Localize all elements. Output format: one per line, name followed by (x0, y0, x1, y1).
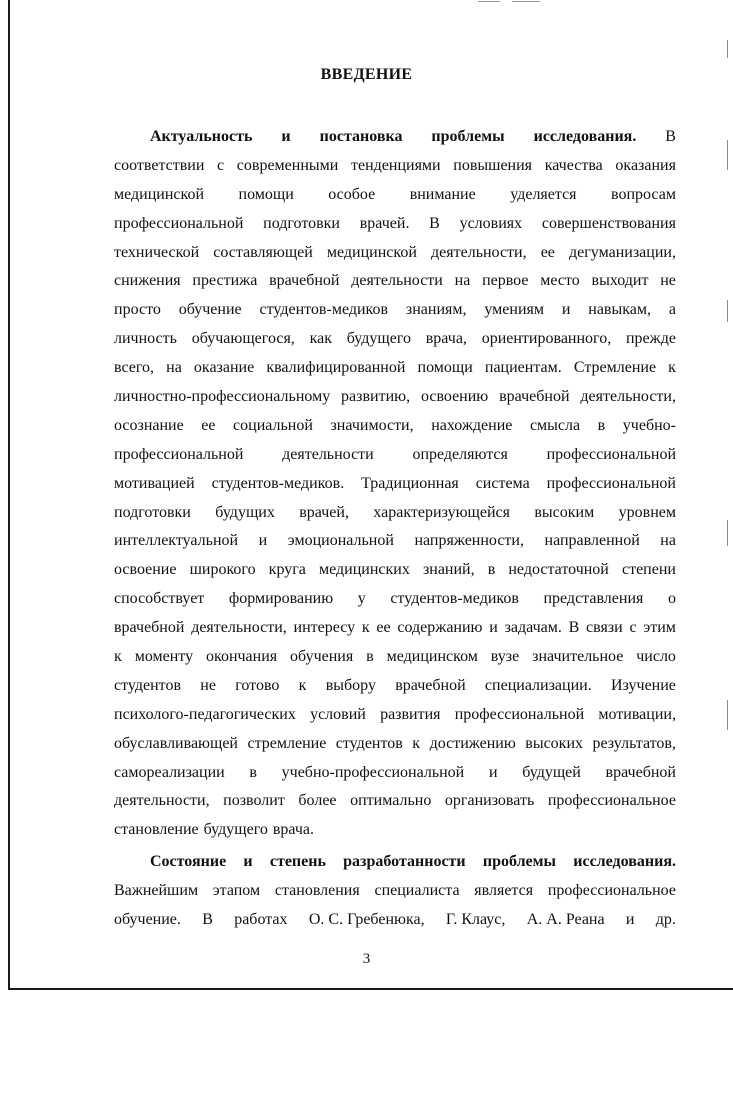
text-line (114, 383, 676, 412)
word: вопросам (611, 185, 676, 203)
word: всего, (114, 359, 155, 377)
word: с (629, 619, 637, 637)
word: современными (236, 156, 339, 174)
scan-artifact (478, 1, 500, 2)
word: врача. (272, 821, 315, 839)
word: соответствии (114, 156, 205, 174)
word: медицинской (326, 243, 417, 261)
word: деятельности (282, 445, 374, 463)
word: уделяется (510, 185, 577, 203)
word: помощи (238, 185, 294, 203)
word: число (636, 648, 676, 666)
word: стремление (247, 734, 327, 752)
word: круга (268, 561, 306, 579)
text-line (114, 759, 676, 788)
word: совершенствования (541, 214, 676, 232)
word: знаниям, (405, 301, 467, 319)
word: исследования. (573, 853, 676, 870)
word: напряженности, (414, 532, 524, 550)
word: достижению (429, 734, 516, 752)
word: врача, (425, 330, 467, 348)
word: исследования. (533, 128, 637, 145)
word: студентов-медиков (390, 590, 519, 608)
word: интересу (293, 619, 356, 637)
word: высоких (525, 734, 584, 752)
word: с (217, 156, 225, 174)
text-line (114, 412, 676, 441)
word: выходит (591, 272, 649, 290)
word: и (258, 532, 268, 550)
word: содержанию (397, 619, 483, 637)
word: деятельности, (114, 792, 210, 810)
word: уровнем (618, 503, 676, 521)
text-line (114, 643, 676, 672)
word: осознание (114, 416, 184, 434)
word: на (660, 532, 676, 550)
section-heading: ВВЕДЕНИЕ (320, 66, 413, 83)
word: значительное (532, 648, 624, 666)
word: условий (310, 705, 366, 723)
word: условиях (459, 214, 523, 232)
word: профессиональной (114, 445, 244, 463)
word: и (488, 763, 498, 781)
text-line (114, 499, 676, 528)
word: не (660, 272, 676, 290)
scan-artifact (727, 520, 728, 546)
word: престижа (192, 272, 258, 290)
word: профессиональной (546, 474, 676, 492)
word: обуславливающей (114, 734, 238, 752)
word: в (366, 648, 374, 666)
word: В (568, 619, 580, 637)
word: и (625, 910, 635, 928)
text-line (114, 239, 676, 268)
text-line (114, 730, 676, 759)
word: Состояние (150, 853, 227, 870)
word: повышения (453, 156, 533, 174)
word: к (412, 734, 421, 752)
scan-border-bottom (8, 988, 733, 990)
word: система (475, 474, 530, 492)
word: этапом (212, 881, 261, 899)
word: выбору (325, 676, 376, 694)
word: будущего (346, 330, 411, 348)
word: как (309, 330, 332, 348)
word: обучения (290, 648, 354, 666)
scan-border-left (8, 0, 10, 990)
word: недостаточной (508, 561, 609, 579)
word: и (243, 853, 253, 870)
word: внимание (409, 185, 476, 203)
word: деятельности, (191, 619, 287, 637)
word: учебно-профессиональной (281, 763, 465, 781)
word: проблемы (431, 128, 505, 145)
word: не (200, 676, 216, 694)
word: развитию, (341, 388, 411, 406)
word: задачам. (504, 619, 562, 637)
word: к (114, 648, 122, 666)
word: медицинском (386, 648, 478, 666)
scan-artifact (727, 40, 728, 58)
word: ее (201, 416, 216, 434)
word: у (357, 590, 366, 608)
text-line (114, 906, 676, 935)
word: проблемы (482, 853, 557, 870)
word: оказание (193, 359, 255, 377)
word: определяются (412, 445, 508, 463)
word: в (597, 416, 606, 434)
word: Важнейшим (114, 881, 199, 899)
text-line (114, 296, 676, 325)
word: просто (114, 301, 161, 319)
scan-artifact (727, 700, 728, 730)
text-line (114, 877, 676, 906)
word: социальной (233, 416, 313, 434)
word: подготовки (114, 503, 191, 521)
text-line (114, 152, 676, 181)
word: в (487, 561, 496, 579)
word: медицинских (319, 561, 410, 579)
word: студентов (335, 734, 403, 752)
page-number: 3 (362, 951, 371, 967)
word: Традиционная (361, 474, 459, 492)
word: врачей. (359, 214, 410, 232)
word: студентов (114, 676, 182, 694)
text-line (114, 441, 676, 470)
word: будущего (203, 821, 268, 839)
word: профессиональное (547, 792, 676, 810)
word: личность (114, 330, 177, 348)
text-line (114, 614, 676, 643)
word: навыкам, (588, 301, 651, 319)
word: направленной (544, 532, 640, 550)
text-line (114, 701, 676, 730)
word: позволит (223, 792, 285, 810)
word: нахождение (431, 416, 513, 434)
word: обучение (178, 301, 242, 319)
word: результатов, (592, 734, 676, 752)
word: разработанности (343, 853, 466, 870)
text-line (114, 354, 676, 383)
word: врачей, (299, 503, 349, 521)
word: дегуманизации, (569, 243, 676, 261)
paragraph-relevance (114, 123, 676, 845)
word: технической (114, 243, 200, 261)
word: оказания (615, 156, 676, 174)
word: личностно-профессиональному (114, 388, 331, 406)
word: эмоциональной (287, 532, 394, 550)
word: интеллектуальной (114, 532, 239, 550)
word: к (298, 676, 307, 694)
word: мотивации, (598, 705, 676, 723)
word: студентов-медиков (259, 301, 389, 319)
word: организовать (444, 792, 535, 810)
word: ее (376, 619, 391, 637)
text-line (114, 848, 676, 877)
word: ориентированного, (481, 330, 612, 348)
word: является (474, 881, 534, 899)
word: самореализации (114, 763, 225, 781)
word: в (249, 763, 257, 781)
word: смысла (529, 416, 581, 434)
word: особое (328, 185, 376, 203)
word: и (561, 301, 571, 319)
word: профессиональной (114, 214, 244, 232)
word: формированию (228, 590, 334, 608)
word: составляющей (213, 243, 313, 261)
word: вузе (490, 648, 520, 666)
word: освоению (420, 388, 489, 406)
word: деятельности (351, 272, 443, 290)
word: квалифицированной (266, 359, 406, 377)
word: степени (621, 561, 676, 579)
word: Изучение (610, 676, 676, 694)
scan-artifact (727, 140, 728, 170)
word: подготовки (263, 214, 340, 232)
word: оптимально (350, 792, 432, 810)
word: А. А. Реана (526, 910, 605, 928)
word: окончания (205, 648, 278, 666)
text-line (114, 123, 676, 152)
word: обучение. (114, 910, 181, 928)
word: будущих (215, 503, 275, 521)
word: О. С. Гребенюка, (308, 910, 425, 928)
word: первое (482, 272, 529, 290)
text-line (114, 672, 676, 701)
word: моменту (134, 648, 194, 666)
word: помощи (417, 359, 473, 377)
word: более (298, 792, 337, 810)
word: постановка (319, 128, 403, 145)
text-line (114, 210, 676, 239)
word: врачебной (114, 619, 185, 637)
word: способствует (114, 590, 205, 608)
word: ее (540, 243, 555, 261)
word: учебно- (622, 416, 676, 434)
text-line (114, 787, 676, 816)
word: работах (234, 910, 288, 928)
text-line (114, 816, 676, 845)
word: развития (380, 705, 441, 723)
word: мотивацией (114, 474, 195, 492)
word: врачебной (269, 272, 340, 290)
word: деятельности, (431, 243, 527, 261)
scan-artifact (727, 300, 728, 322)
word: специализации. (484, 676, 592, 694)
word: деятельности, (580, 388, 676, 406)
word: становления (274, 881, 360, 899)
word: на (454, 272, 471, 290)
word: а (668, 301, 676, 319)
word: знаний, (422, 561, 475, 579)
word: пациентам. (484, 359, 562, 377)
word: качества (544, 156, 603, 174)
word: др. (655, 910, 676, 928)
word: обучающегося, (191, 330, 295, 348)
text-line (114, 325, 676, 354)
word: место (540, 272, 580, 290)
text-line (114, 267, 676, 296)
word: высоким (534, 503, 595, 521)
word: связи (586, 619, 623, 637)
word: медицинской (114, 185, 205, 203)
word: Стремление (573, 359, 657, 377)
word: становление (114, 821, 199, 839)
word: профессиональной (454, 705, 585, 723)
word: представления (543, 590, 644, 608)
word: на (166, 359, 182, 377)
word: к (668, 359, 676, 377)
word: врачебной (605, 763, 676, 781)
word: В (202, 910, 213, 928)
word: врачебной (395, 676, 466, 694)
word: характеризующейся (373, 503, 510, 521)
text-line (114, 181, 676, 210)
word: степень (269, 853, 326, 870)
text-line (114, 585, 676, 614)
paragraph-state-of-research (114, 848, 676, 935)
word: специалиста (374, 881, 460, 899)
word: готово (235, 676, 280, 694)
word: освоение (114, 561, 177, 579)
word: этим (643, 619, 676, 637)
text-line (114, 527, 676, 556)
word: широкого (189, 561, 256, 579)
word: В (665, 128, 676, 145)
word: и (489, 619, 498, 637)
word: умениям (484, 301, 544, 319)
word: и (281, 128, 291, 145)
word: Актуальность (150, 128, 253, 145)
word: значимости, (330, 416, 414, 434)
word: профессиональной (546, 445, 676, 463)
text-line (114, 470, 676, 499)
word: к (361, 619, 370, 637)
word: профессиональное (547, 881, 676, 899)
word: студентов-медиков. (211, 474, 345, 492)
word: снижения (114, 272, 181, 290)
word: В (429, 214, 440, 232)
scan-artifact (512, 1, 540, 2)
word: будущей (522, 763, 581, 781)
word: Г. Клаус, (445, 910, 506, 928)
word: о (667, 590, 676, 608)
word: психолого-педагогических (114, 705, 296, 723)
word: прежде (625, 330, 676, 348)
text-line (114, 556, 676, 585)
word: тенденциями (350, 156, 441, 174)
word: врачебной (499, 388, 570, 406)
